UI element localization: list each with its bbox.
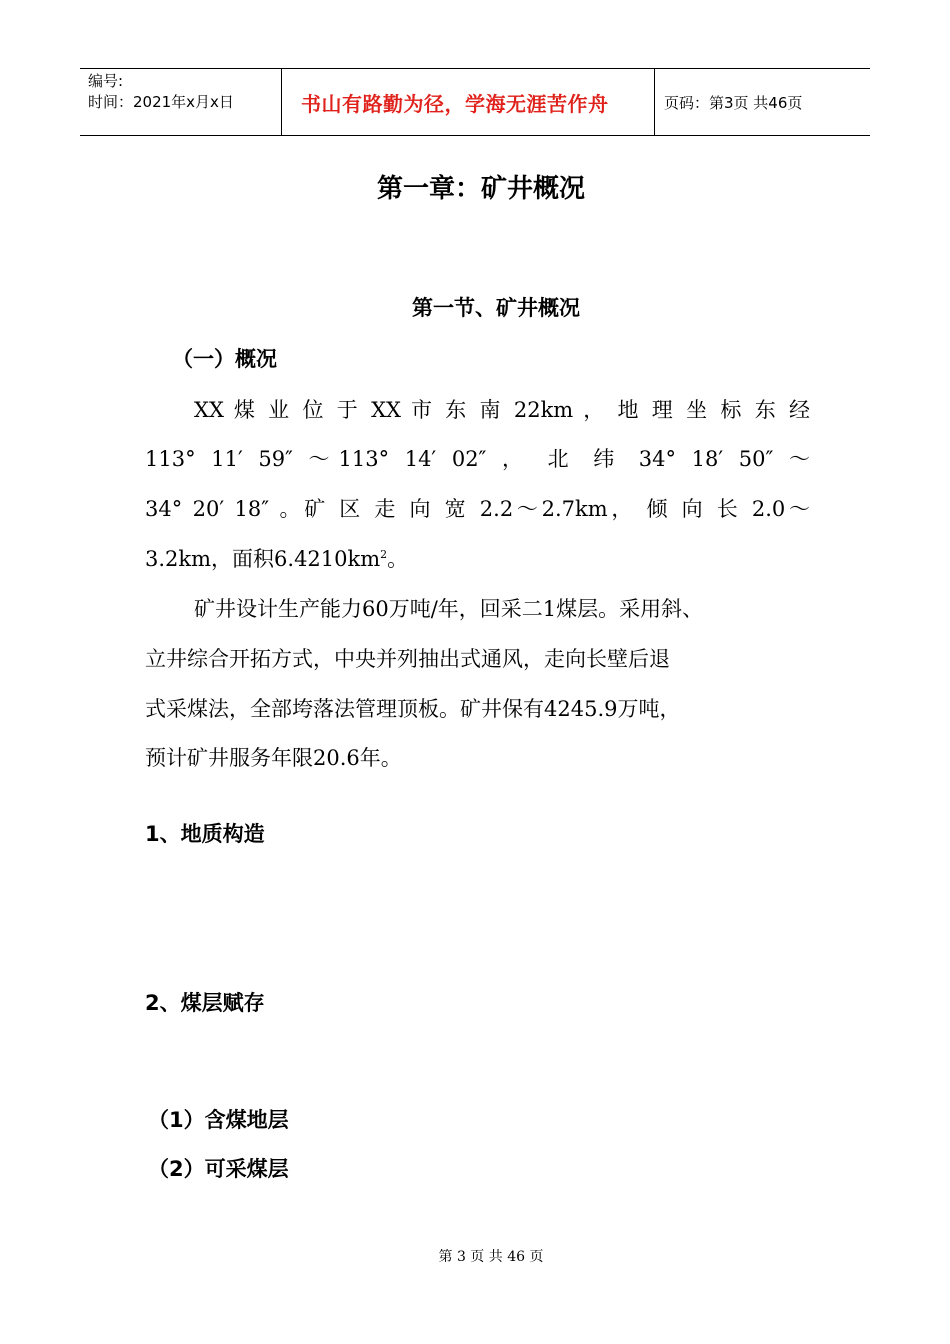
paragraph-line: 式采煤法，全部垮落法管理顶板。矿井保有4245.9万吨， bbox=[145, 697, 681, 721]
paragraph-line: 预计矿井服务年限20.6年。 bbox=[145, 746, 402, 770]
area-superscript: 2 bbox=[380, 548, 388, 561]
overview-heading: （一）概况 bbox=[172, 347, 277, 371]
area-period: 。 bbox=[387, 547, 409, 571]
motto: 书山有路勤为径，学海无涯苦作舟 bbox=[301, 91, 609, 116]
page-header bbox=[80, 68, 870, 136]
coal-seam-heading: 2、煤层赋存 bbox=[145, 991, 265, 1015]
paragraph-line: 矿井设计生产能力60万吨/年，回采二1煤层。采用斜、 bbox=[194, 597, 704, 621]
header-meta bbox=[80, 69, 281, 135]
paragraph-line: XX 煤 业 位 于 XX 市 东 南 22km ， 地 理 坐 标 东 经 bbox=[194, 398, 810, 422]
date-line: 时间：2021年x月x日 bbox=[88, 93, 234, 111]
section-title: 第一节、矿井概况 bbox=[412, 296, 580, 320]
chapter-title: 第一章：矿井概况 bbox=[376, 174, 585, 204]
geology-heading: 1、地质构造 bbox=[145, 822, 265, 846]
minable-heading: （2）可采煤层 bbox=[148, 1157, 289, 1181]
header-page-code: 页码：第3页 共46页 bbox=[664, 93, 803, 112]
paragraph-line: 立井综合开拓方式，中央并列抽出式通风，走向长壁后退 bbox=[145, 647, 670, 671]
paragraph-line: 34° 20′ 18″ 。矿 区 走 向 宽 2.2～2.7km， 倾 向 长 2.0～ bbox=[145, 497, 810, 521]
number-label: 编号: bbox=[88, 72, 124, 90]
paragraph-line: 113° 11′ 59″ ～113° 14′ 02″ ， 北 纬 34° 18′ 50″ ～ bbox=[145, 447, 810, 471]
page-footer: 第 3 页 共 46 页 bbox=[438, 1249, 544, 1265]
paragraph-line-area bbox=[145, 543, 810, 573]
coal-bearing-heading: （1）含煤地层 bbox=[148, 1108, 289, 1132]
header-motto-cell bbox=[281, 69, 655, 135]
area-text: 3.2km，面积6.4210km bbox=[145, 547, 381, 571]
